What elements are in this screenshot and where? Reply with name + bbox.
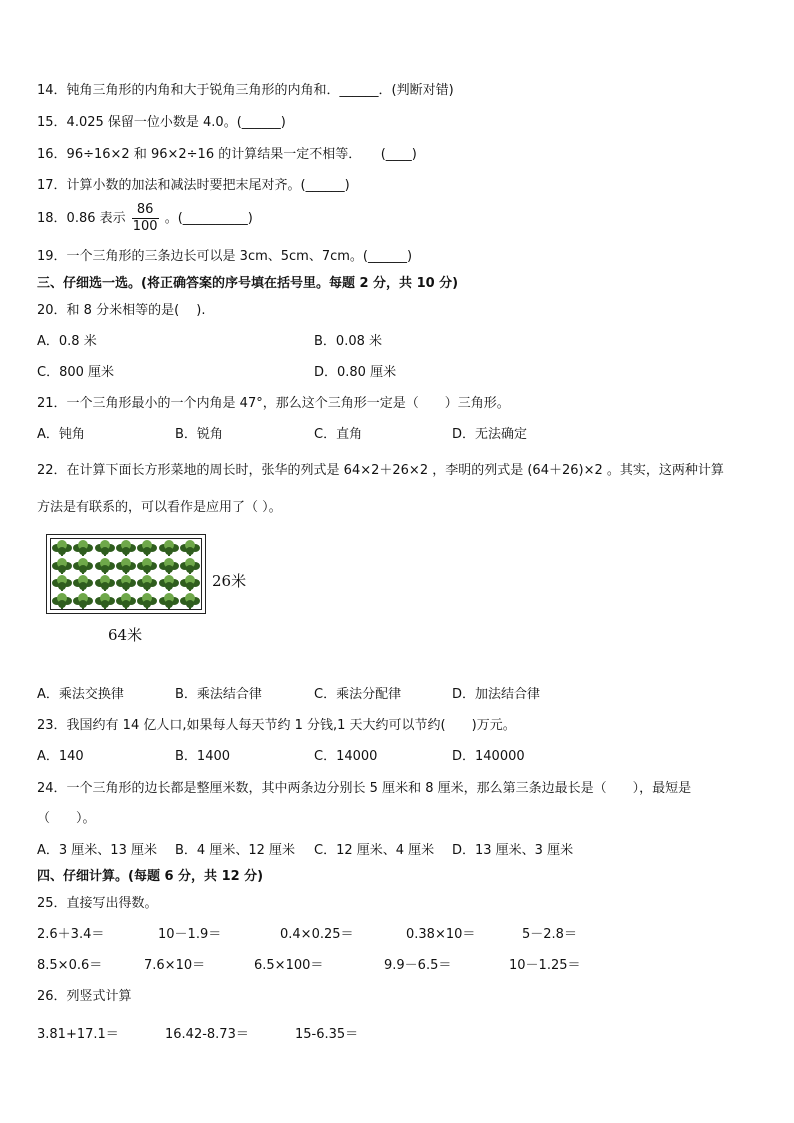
garden-width-label: 26米 (212, 572, 247, 590)
plant-icon (137, 574, 158, 592)
q24-option-a[interactable]: A．3 厘米、13 厘米 (37, 843, 157, 858)
plant-icon (94, 557, 115, 575)
plant-icon (72, 592, 93, 610)
q23-option-a[interactable]: A．140 (37, 749, 84, 764)
plant-icon (72, 574, 93, 592)
plant-icon (94, 574, 115, 592)
plant-icon (137, 557, 158, 575)
q22-option-b[interactable]: B．乘法结合律 (175, 687, 262, 702)
q21-option-c[interactable]: C．直角 (314, 427, 363, 442)
plant-icon (51, 539, 72, 557)
calc-item: 7.6×10＝ (144, 958, 206, 973)
question-18-prefix: 18．0.86 表示 (37, 211, 126, 226)
plant-icon (51, 592, 72, 610)
plant-icon (51, 574, 72, 592)
question-24-line-1: 24．一个三角形的边长都是整厘米数，其中两条边分别长 5 厘米和 8 厘米，那么第三条边最长是（ ），最短是 (37, 781, 692, 796)
question-22-line-1: 22．在计算下面长方形菜地的周长时，张华的列式是 64×2＋26×2 ，李明的列式是 (64＋26)×2 。其实，这两种计算 (37, 463, 724, 478)
q23-option-c[interactable]: C．14000 (314, 749, 378, 764)
question-25: 25．直接写出得数。 (37, 896, 158, 911)
q22-option-c[interactable]: C．乘法分配律 (314, 687, 402, 702)
plant-icon (51, 557, 72, 575)
question-15: 15．4.025 保留一位小数是 4.0。(______) (37, 115, 286, 130)
garden-length-label: 64米 (108, 626, 143, 644)
q24-option-b[interactable]: B．4 厘米、12 厘米 (175, 843, 295, 858)
q23-option-d[interactable]: D．140000 (452, 749, 525, 764)
plant-icon (158, 539, 179, 557)
question-18-suffix: 。(__________) (164, 211, 253, 226)
plant-icon (158, 592, 179, 610)
plant-icon (94, 539, 115, 557)
plant-icon (115, 539, 136, 557)
plant-icon (158, 574, 179, 592)
section-3-title: 三、仔细选一选。(将正确答案的序号填在括号里。每题 2 分，共 10 分) (37, 276, 459, 291)
plant-icon (72, 557, 93, 575)
calc-item: 10－1.9＝ (158, 927, 222, 942)
question-18 (37, 202, 253, 236)
question-26: 26．列竖式计算 (37, 989, 132, 1004)
section-4-title: 四、仔细计算。(每题 6 分，共 12 分) (37, 869, 264, 884)
calc-item: 2.6＋3.4＝ (37, 927, 105, 942)
q20-option-c[interactable]: C．800 厘米 (37, 365, 115, 380)
q22-option-d[interactable]: D．加法结合律 (452, 687, 541, 702)
question-21: 21．一个三角形最小的一个内角是 47°，那么这个三角形一定是（ ）三角形。 (37, 396, 510, 411)
q21-option-a[interactable]: A．钝角 (37, 427, 85, 442)
question-22-line-2: 方法是有联系的，可以看作是应用了（ ）。 (37, 500, 282, 515)
calc-item: 5－2.8＝ (522, 927, 577, 942)
q24-option-d[interactable]: D．13 厘米、3 厘米 (452, 843, 574, 858)
q20-option-b[interactable]: B．0.08 米 (314, 334, 382, 349)
plant-icon (72, 539, 93, 557)
q23-option-b[interactable]: B．1400 (175, 749, 231, 764)
vertical-calc-item: 3.81+17.1＝ (37, 1027, 119, 1042)
q21-option-d[interactable]: D．无法确定 (452, 427, 528, 442)
plant-icon (115, 574, 136, 592)
vegetable-garden-figure (46, 534, 206, 614)
calc-item: 0.38×10＝ (406, 927, 476, 942)
plant-icon (158, 557, 179, 575)
calc-item: 0.4×0.25＝ (280, 927, 354, 942)
plant-icon (180, 574, 201, 592)
q22-option-a[interactable]: A．乘法交换律 (37, 687, 124, 702)
plant-icon (180, 557, 201, 575)
plant-icon (115, 557, 136, 575)
calc-item: 9.9－6.5＝ (384, 958, 452, 973)
question-14: 14．钝角三角形的内角和大于锐角三角形的内角和．______．(判断对错) (37, 83, 454, 98)
garden-plants-grid (50, 538, 202, 610)
plant-icon (137, 539, 158, 557)
question-17: 17．计算小数的加法和减法时要把末尾对齐。(______) (37, 178, 350, 193)
question-24-line-2: （ ）。 (37, 811, 96, 826)
calc-item: 8.5×0.6＝ (37, 958, 103, 973)
plant-icon (180, 539, 201, 557)
q20-option-a[interactable]: A．0.8 米 (37, 334, 97, 349)
q24-option-c[interactable]: C．12 厘米、4 厘米 (314, 843, 435, 858)
plant-icon (94, 592, 115, 610)
q20-option-d[interactable]: D．0.80 厘米 (314, 365, 397, 380)
fraction (132, 202, 159, 235)
question-19: 19．一个三角形的三条边长可以是 3cm、5cm、7cm。(______) (37, 249, 413, 264)
fraction-numerator: 86 (132, 202, 159, 219)
calc-item: 10－1.25＝ (509, 958, 581, 973)
question-23: 23．我国约有 14 亿人口,如果每人每天节约 1 分钱,1 天大约可以节约( )万元。 (37, 718, 516, 733)
question-20: 20．和 8 分米相等的是( ). (37, 303, 206, 318)
calc-item: 6.5×100＝ (254, 958, 324, 973)
plant-icon (137, 592, 158, 610)
fraction-denominator: 100 (132, 219, 158, 234)
plant-icon (115, 592, 136, 610)
question-16: 16．96÷16×2 和 96×2÷16 的计算结果一定不相等． (____) (37, 147, 417, 162)
plant-icon (180, 592, 201, 610)
vertical-calc-item: 15-6.35＝ (295, 1027, 359, 1042)
q21-option-b[interactable]: B．锐角 (175, 427, 223, 442)
vertical-calc-item: 16.42-8.73＝ (165, 1027, 249, 1042)
